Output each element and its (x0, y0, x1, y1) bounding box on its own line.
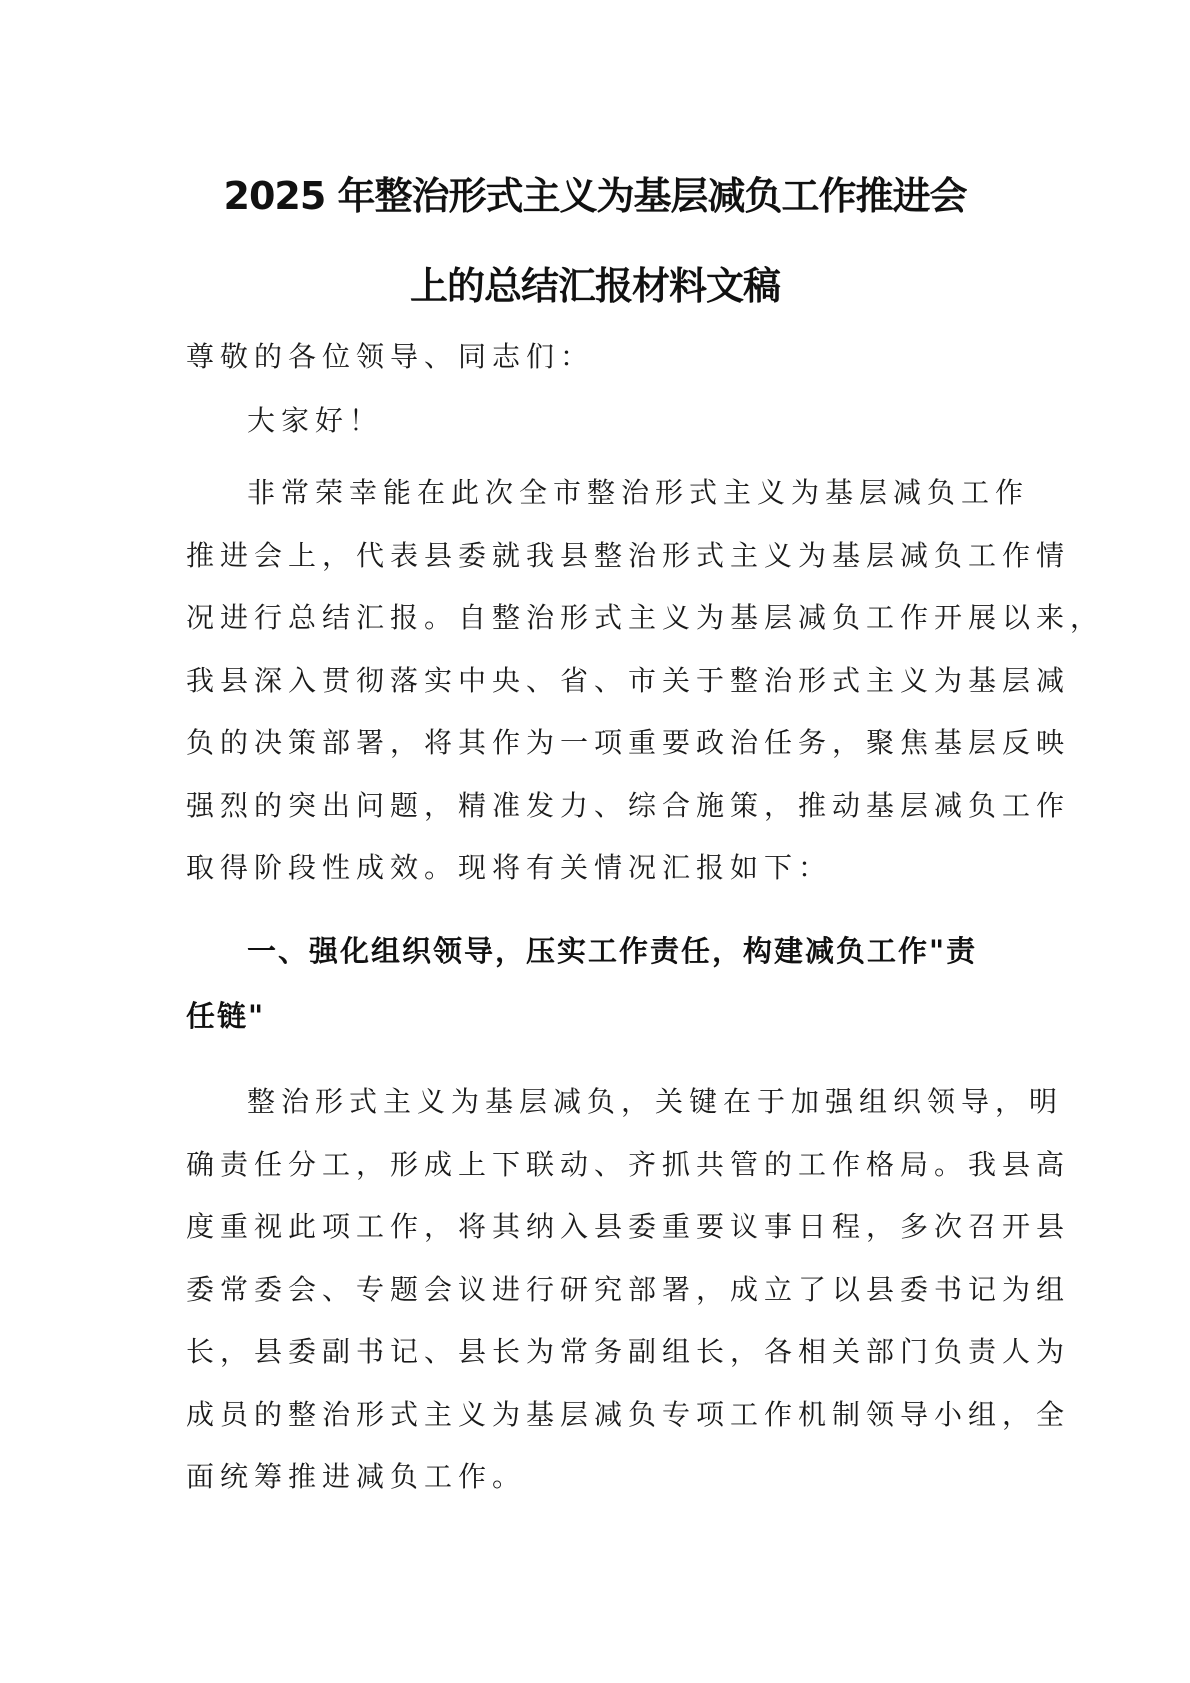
section-1-paragraph-line: 委常委会、专题会议进行研究部署，成立了以县委书记为组 (186, 1273, 1071, 1306)
salutation: 尊敬的各位领导、同志们： (186, 340, 595, 373)
section-1-paragraph-line: 度重视此项工作，将其纳入县委重要议事日程，多次召开县 (186, 1210, 1071, 1243)
intro-line: 我县深入贯彻落实中央、省、市关于整治形式主义为基层减 (186, 664, 1071, 697)
intro-line: 非常荣幸能在此次全市整治形式主义为基层减负工作 (247, 476, 1030, 509)
document-title-line-2: 上的总结汇报材料文稿 (409, 264, 780, 308)
document-title-line-1: 2025 年整治形式主义为基层减负工作推进会 (223, 174, 967, 218)
section-1-paragraph-line: 确责任分工，形成上下联动、齐抓共管的工作格局。我县高 (186, 1148, 1071, 1181)
greeting: 大家好！ (247, 404, 384, 437)
section-1-paragraph-line: 长，县委副书记、县长为常务副组长，各相关部门负责人为 (186, 1335, 1071, 1368)
intro-line: 强烈的突出问题，精准发力、综合施策，推动基层减负工作 (186, 789, 1071, 822)
section-1-paragraph-line: 面统筹推进减负工作。 (186, 1460, 527, 1493)
intro-line: 推进会上，代表县委就我县整治形式主义为基层减负工作情 (186, 539, 1071, 572)
section-1-paragraph-line: 成员的整治形式主义为基层减负专项工作机制领导小组，全 (186, 1398, 1071, 1431)
intro-line: 取得阶段性成效。现将有关情况汇报如下： (186, 851, 833, 884)
intro-line: 况进行总结汇报。自整治形式主义为基层减负工作开展以来， (186, 601, 1105, 634)
section-1-heading-line-2: 任链" (186, 999, 266, 1033)
intro-line: 负的决策部署，将其作为一项重要政治任务，聚焦基层反映 (186, 726, 1071, 759)
section-1-paragraph-line: 整治形式主义为基层减负，关键在于加强组织领导，明 (247, 1085, 1064, 1118)
section-1-heading-line-1: 一、强化组织领导，压实工作责任，构建减负工作"责 (247, 934, 978, 968)
